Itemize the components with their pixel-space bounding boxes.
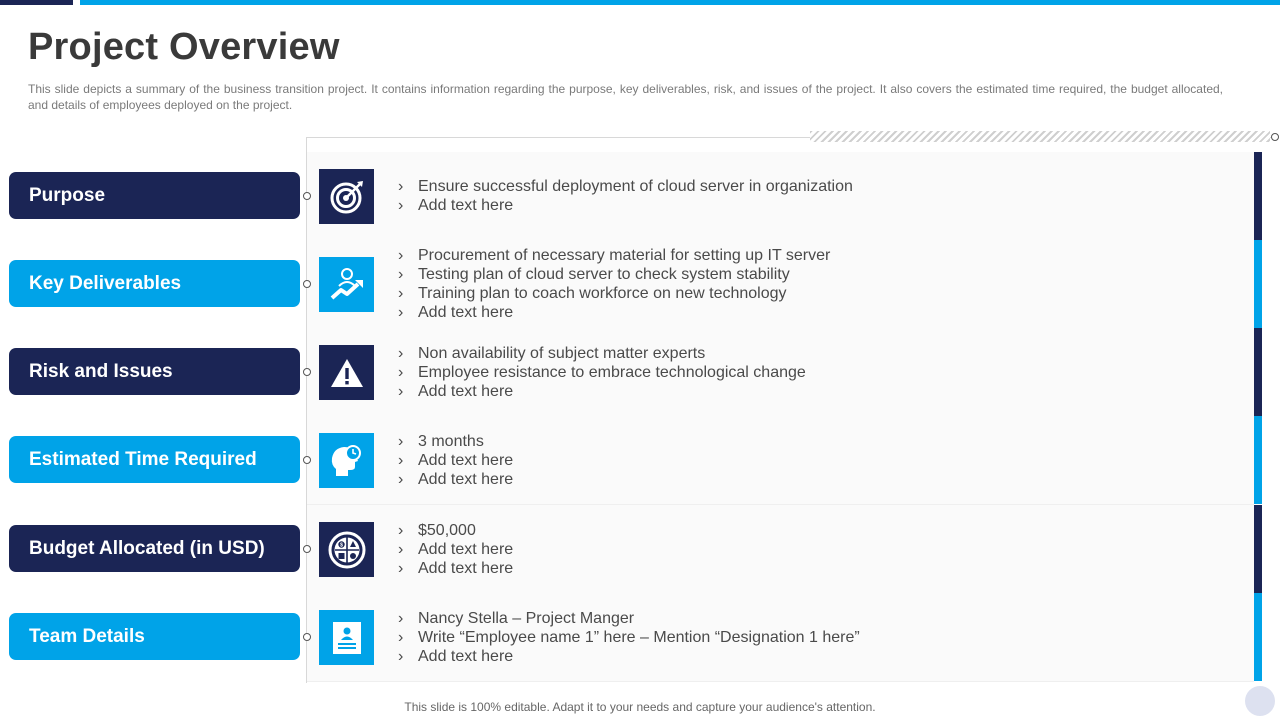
bullet-item [398,559,513,578]
bullet-list [398,416,513,504]
section-label: Team Details [9,613,300,660]
bullet-chevron-icon: › [398,540,404,558]
bullet-item [398,177,853,196]
bullet-chevron-icon: › [398,451,404,469]
bullet-item [398,246,830,265]
overview-row [0,416,1280,504]
bullet-item [398,303,830,322]
section-label: Budget Allocated (in USD) [9,525,300,572]
bullet-chevron-icon: › [398,559,404,577]
budget-pie-icon [319,522,374,577]
bullet-item [398,628,860,647]
bullet-chevron-icon: › [398,285,404,302]
top-accent-dark [0,0,73,5]
row-accent-stripe [1254,240,1262,328]
bullet-chevron-icon: › [398,609,404,627]
bullet-item [398,521,513,540]
bullet-text: Testing plan of cloud server to check system stability [418,266,790,283]
target-icon [319,169,374,224]
bullet-item [398,284,830,303]
bullet-item [398,432,513,451]
bullet-chevron-icon: › [398,304,404,321]
connector-dot [303,368,311,376]
bullet-text: Add text here [418,470,514,488]
bullet-text: Employee resistance to embrace technological change [418,363,806,381]
bullet-text: $50,000 [418,521,476,539]
overview-row [0,328,1280,416]
bullet-list [398,152,853,240]
row-accent-stripe [1254,152,1262,240]
bullet-text: Add text here [418,559,514,577]
bullet-text: Add text here [418,197,514,214]
warning-icon [319,345,374,400]
bullet-item [398,540,513,559]
bullet-text: Non availability of subject matter experts [418,344,706,362]
bullet-text: Ensure successful deployment of cloud server in organization [418,178,853,195]
bullet-item [398,451,513,470]
bullet-chevron-icon: › [398,470,404,488]
page-title: Project Overview [28,26,340,68]
connector-dot [303,192,311,200]
row-accent-stripe [1254,593,1262,681]
bullet-text: Add text here [418,304,514,321]
overview-row [0,240,1280,328]
connector-dot [303,280,311,288]
overview-row [0,593,1280,681]
head-clock-icon [319,433,374,488]
bullet-text: 3 months [418,432,484,450]
bullet-text: Training plan to coach workforce on new technology [418,285,787,302]
svg-text:$: $ [339,542,343,549]
bullet-chevron-icon: › [398,247,404,264]
overview-row [0,152,1280,240]
bullet-chevron-icon: › [398,628,404,646]
overview-row [0,505,1280,593]
connector-dot [303,456,311,464]
bullet-list [398,505,513,593]
bullet-text: Add text here [418,382,514,400]
row-accent-stripe [1254,328,1262,416]
bullet-text: Add text here [418,647,514,665]
bullet-item [398,363,806,382]
section-label: Purpose [9,172,300,219]
bullet-text: Add text here [418,451,514,469]
growth-person-icon [319,257,374,312]
connector-dot [303,633,311,641]
bullet-item [398,647,860,666]
bullet-chevron-icon: › [398,197,404,214]
bullet-list [398,328,806,416]
bullet-item [398,470,513,489]
section-label: Key Deliverables [9,260,300,307]
bullet-chevron-icon: › [398,521,404,539]
bullet-chevron-icon: › [398,178,404,195]
hatched-divider [810,131,1270,142]
bullet-chevron-icon: › [398,363,404,381]
bullet-chevron-icon: › [398,266,404,283]
bullet-item [398,265,830,284]
corner-dot [1271,133,1279,141]
bullet-item [398,344,806,363]
footer-note: This slide is 100% editable. Adapt it to your needs and capture your audience's attention. [404,700,876,714]
bullet-chevron-icon: › [398,344,404,362]
connector-dot [303,545,311,553]
bullet-text: Nancy Stella – Project Manger [418,609,635,627]
bullet-item [398,196,853,215]
bullet-chevron-icon: › [398,382,404,400]
bullet-item [398,382,806,401]
page-indicator-dot [1245,686,1275,716]
row-accent-stripe [1254,505,1262,593]
bullet-text: Procurement of necessary material for setting up IT server [418,247,831,264]
bullet-text: Write “Employee name 1” here – Mention “Designation 1 here” [418,628,860,646]
bullet-list [398,240,830,328]
section-label: Estimated Time Required [9,436,300,483]
bullet-item [398,609,860,628]
bullet-chevron-icon: › [398,647,404,665]
id-card-icon [319,610,374,665]
bullet-list [398,593,860,681]
section-label: Risk and Issues [9,348,300,395]
bullet-chevron-icon: › [398,432,404,450]
row-accent-stripe [1254,416,1262,504]
top-accent-blue [80,0,1280,5]
bullet-text: Add text here [418,540,514,558]
page-subtitle: This slide depicts a summary of the business transition project. It contains information regarding the purpose, key deliverables, risk, and issues of the project. It also covers the estimated time required, the budget allocated, and details of employees deployed on the project. [28,82,1223,112]
